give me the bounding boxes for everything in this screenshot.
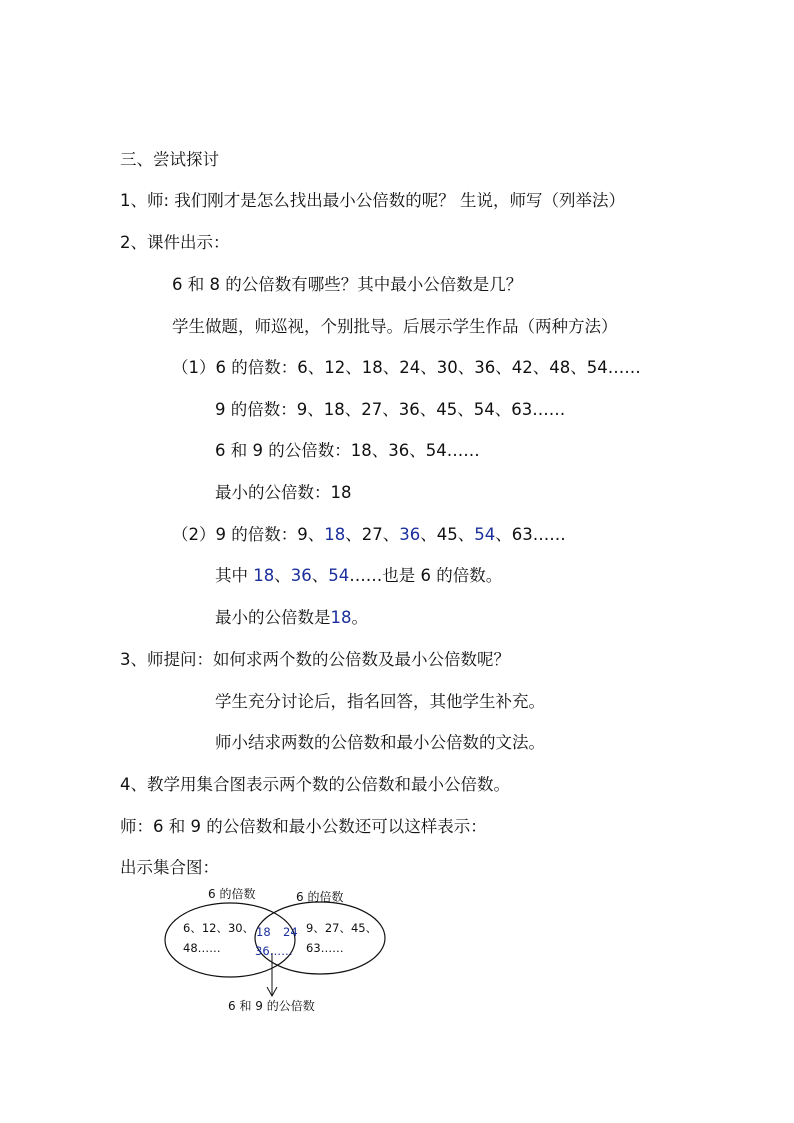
method2-line2 bbox=[215, 566, 502, 586]
item-3: 3、师提问：如何求两个数的公倍数及最小公倍数呢？ bbox=[120, 650, 510, 669]
method2-least-tail: 。 bbox=[351, 608, 368, 627]
venn-right-line1: 9、27、45、 bbox=[306, 921, 378, 935]
method2-also-18: 18 bbox=[253, 566, 275, 585]
method1-line3: 6 和 9 的公倍数：18、36、54…… bbox=[215, 441, 480, 460]
method1-line4: 最小的公倍数：18 bbox=[215, 483, 352, 502]
venn-right-circle bbox=[255, 902, 385, 974]
venn-left-circle bbox=[165, 903, 295, 977]
venn-left-line1: 6、12、30、 bbox=[183, 921, 255, 935]
venn-mid-18: 18 bbox=[256, 925, 271, 939]
item-3-a: 学生充分讨论后，指名回答，其他学生补充。 bbox=[215, 692, 545, 711]
item-4: 4、教学用集合图表示两个数的公倍数和最小公倍数。 bbox=[120, 775, 510, 794]
method2-also-tail: ……也是 6 的倍数。 bbox=[349, 566, 503, 585]
section-title: 三、尝试探讨 bbox=[120, 150, 219, 169]
method2-least-prefix: 最小的公倍数是 bbox=[215, 608, 331, 627]
method2-n18: 18 bbox=[324, 525, 346, 544]
student-work-text: 学生做题，师巡视，个别批导。后展示学生作品（两种方法） bbox=[172, 317, 618, 336]
venn-right-line2: 63…… bbox=[306, 941, 344, 955]
venn-mid-24: 24 bbox=[283, 925, 298, 939]
method2-also-sep2: 、 bbox=[311, 566, 329, 585]
method2-sep2: 、45、 bbox=[420, 525, 475, 544]
method2-n54: 54 bbox=[474, 525, 496, 544]
method2-line1 bbox=[172, 525, 566, 545]
method2-sep1: 、27、 bbox=[345, 525, 400, 544]
method2-line3 bbox=[215, 608, 368, 628]
item-1: 1、师: 我们刚才是怎么找出最小公倍数的呢？ 生说，师写（列举法） bbox=[120, 191, 626, 210]
method2-also-36: 36 bbox=[290, 566, 312, 585]
show-diagram-text: 出示集合图： bbox=[120, 858, 219, 877]
venn-left-title: 6 的倍数 bbox=[208, 887, 256, 901]
method2-also-54: 54 bbox=[328, 566, 350, 585]
method1-line1: （1）6 的倍数：6、12、18、24、30、36、42、48、54…… bbox=[172, 358, 641, 377]
method2-least-value: 18 bbox=[330, 608, 352, 627]
venn-bottom-label: 6 和 9 的公倍数 bbox=[228, 999, 315, 1013]
method2-n36: 36 bbox=[399, 525, 421, 544]
method2-tail: 、63…… bbox=[495, 525, 566, 544]
venn-mid-36: 36…… bbox=[255, 944, 293, 958]
question-text: 6 和 8 的公倍数有哪些？其中最小公倍数是几？ bbox=[172, 275, 523, 294]
venn-left-line2: 48…… bbox=[183, 941, 221, 955]
method2-also-sep1: 、 bbox=[274, 566, 291, 585]
method2-also-prefix: 其中 bbox=[215, 566, 254, 585]
item-2: 2、课件出示： bbox=[120, 233, 230, 252]
teacher-line: 师：6 和 9 的公倍数和最小公数还可以这样表示： bbox=[120, 817, 487, 836]
method1-line2: 9 的倍数：9、18、27、36、45、54、63…… bbox=[215, 400, 566, 419]
venn-right-title: 6 的倍数 bbox=[296, 890, 344, 904]
item-3-b: 师小结求两数的公倍数和最小公倍数的文法。 bbox=[215, 733, 545, 752]
method2-prefix: （2）9 的倍数：9、 bbox=[172, 525, 325, 544]
